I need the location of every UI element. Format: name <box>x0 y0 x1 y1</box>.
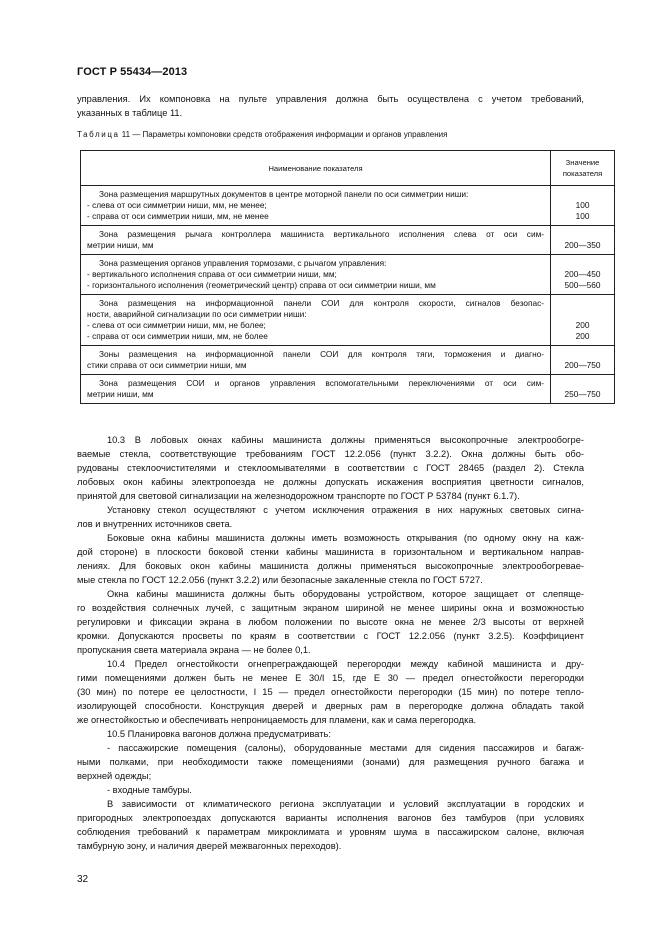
text-line: 10.3 В лобовых окнах кабины машиниста должны применяться высокопрочные электрообогре- <box>107 435 584 445</box>
table-caption-text: 11 — Параметры компоновки средств отображения информации и органов управления <box>119 130 448 139</box>
parameter-value-cell <box>551 346 615 375</box>
parameter-name-line: - слева от оси симметрии ниши, мм, не менее; <box>87 200 267 210</box>
text-line: лениях. Для боковых окон кабины машиниста должны применяться высокопрочные электрообогревае- <box>77 561 584 571</box>
table-header-name: Наименование показателя <box>81 151 551 186</box>
parameter-value: 500—560 <box>564 280 601 290</box>
parameter-value: 200 <box>575 331 590 341</box>
text-line: Установку стекол осуществляют с учетом исключения отражения в них наружных световых сигна- <box>107 505 584 515</box>
paragraph-climate-region <box>77 797 584 853</box>
text-line: принятой для световой сигнализации на железнодорожном транспорте по ГОСТ Р 53784 (пункт 6.1.7). <box>77 491 520 501</box>
text-line: го воздействия солнечных лучей, с защитным экраном шириной не менее ширины окна и возможностью <box>77 603 584 613</box>
table-row <box>81 295 615 346</box>
text-line: верхней одежды; <box>77 771 152 781</box>
text-line: ваемые стекла, соответствующие требованиям ГОСТ 12.2.056 (пункт 3.2.2). Окна должны быть обо- <box>77 449 584 459</box>
parameter-name-cell <box>81 375 551 404</box>
table-row <box>81 255 615 295</box>
parameter-name-line: Зона размещения на информационной панели СОИ для контроля скорости, сигналов безопас- <box>99 298 545 308</box>
text-line: изолирующей способности. Конструкция дверей и дверных рам в перегородке должна обладать такой <box>77 701 584 711</box>
text-line: лов и внутренних источников света. <box>77 519 233 529</box>
parameter-value: 250—750 <box>564 389 601 399</box>
parameter-name-line: ности, аварийной сигнализации по оси симметрии ниши: <box>87 309 307 319</box>
parameter-value: 100 <box>575 211 590 221</box>
parameter-value-cell <box>551 186 615 226</box>
parameters-table <box>80 150 615 404</box>
paragraph-sun-screen <box>77 587 584 657</box>
paragraph-10-4 <box>77 657 584 727</box>
paragraph-glass-installation <box>77 503 584 531</box>
paragraph-10-3 <box>77 433 584 503</box>
page-number: 32 <box>77 874 89 885</box>
text-line: 10.5 Планировка вагонов должна предусматривать: <box>107 729 331 739</box>
table-row <box>81 375 615 404</box>
text-line: пригородных электропоездах допускаются варианты исполнения вагонов без тамбуров (при условиях <box>77 813 584 823</box>
parameter-name-line: стики справа от оси симметрии ниши, мм <box>87 360 247 370</box>
table-caption-prefix: Таблица <box>77 130 120 139</box>
text-line: же огнестойкостью и обеспечивать непроницаемость для пламени, как и сама перегородка. <box>77 715 477 725</box>
parameter-name-cell <box>81 226 551 255</box>
text-line: ными полками, при необходимости также помещениями (зонами) для размещения ручного багажа и <box>77 757 584 767</box>
parameter-name-line: - справа от оси симметрии ниши, мм, не менее <box>87 211 269 221</box>
parameter-name-line: метрии ниши, мм <box>87 389 154 399</box>
parameter-name-line: - горизонтального исполнения (геометрический центр) справа от оси симметрии ниши, мм <box>87 280 436 290</box>
text-line: пропускания света материала экрана — не более 0,1. <box>77 645 311 655</box>
text-line: дой стороне) в плоскости боковой стенки кабины машиниста в горизонтальном и вертикальном направ- <box>77 547 584 557</box>
text-line: соблюдения требований к параметрам микроклимата и уровням шума в пассажирском салоне, включая <box>77 827 584 837</box>
table-row <box>81 186 615 226</box>
text-line: лобовых окон кабины электропоезда не должны допускать искажения восприятия цветности сигналов, <box>77 477 584 487</box>
text-line: тамбурную зону, и наличия дверей межвагонных переходов). <box>77 841 342 851</box>
parameter-value: 200—750 <box>564 360 601 370</box>
parameter-name-line: Зона размещения СОИ и органов управления вспомогательными переключениями от оси сим- <box>99 378 545 388</box>
text-line: Боковые окна кабины машиниста должны иметь возможность открывания (по одному окну на каж- <box>107 533 584 543</box>
parameter-name-line: Зона размещения органов управления тормозами, с рычагом управления: <box>99 258 387 268</box>
table-row <box>81 226 615 255</box>
parameter-name-line: Зоны размещения на информационной панели СОИ для контроля тяги, торможения и диагно- <box>99 349 545 359</box>
parameter-value: 200—450 <box>564 269 601 279</box>
list-item-vestibules <box>77 783 584 797</box>
parameter-name-cell <box>81 346 551 375</box>
text-line: управления. Их компоновка на пульте управления должна быть осуществлена с учетом требований, <box>77 94 584 104</box>
text-line: мые стекла по ГОСТ 12.2.056 (пункт 3.2.2) или безопасные закаленные стекла по ГОСТ 5727. <box>77 575 483 585</box>
parameter-value-cell <box>551 255 615 295</box>
paragraph-10-5 <box>77 727 584 741</box>
parameter-value: 200—350 <box>564 240 601 250</box>
parameter-value: 100 <box>575 200 590 210</box>
intro-paragraph <box>77 92 584 120</box>
parameter-name-line: - вертикального исполнения справа от оси симметрии ниши, мм; <box>87 269 337 279</box>
text-line: В зависимости от климатического региона эксплуатации и условий эксплуатации в городских и <box>107 799 584 809</box>
table-caption <box>77 130 447 139</box>
parameter-name-cell <box>81 255 551 295</box>
table-header-value: Значение показателя <box>551 151 615 186</box>
parameter-name-cell <box>81 295 551 346</box>
text-line: указанных в таблице 11. <box>77 108 183 118</box>
parameter-value-cell <box>551 375 615 404</box>
text-line: - входные тамбуры. <box>107 785 192 795</box>
text-line: гими помещениями должен быть не менее Е 30/I 15, где Е 30 — предел огнестойкости перегородки <box>77 673 584 683</box>
document-header: ГОСТ Р 55434—2013 <box>77 66 188 78</box>
parameter-name-line: - справа от оси симметрии ниши, мм, не более <box>87 331 268 341</box>
text-line: регулировки и фиксации экрана в любом положении по высоте окна не менее 2/3 высоты от верхней <box>77 617 584 627</box>
parameter-value-cell <box>551 295 615 346</box>
paragraph-side-windows <box>77 531 584 587</box>
text-line: 10.4 Предел огнестойкости огнепреграждающей перегородки между кабиной машиниста и дру- <box>107 659 584 669</box>
parameter-name-line: Зона размещения маршрутных документов в центре моторной панели по оси симметрии ниши: <box>99 189 469 199</box>
parameter-value-cell <box>551 226 615 255</box>
parameter-name-line: метрии ниши, мм <box>87 240 154 250</box>
parameter-value: 200 <box>575 320 590 330</box>
text-line: - пассажирские помещения (салоны), оборудованные местами для сидения пассажиров и багаж- <box>107 743 584 753</box>
text-line: Окна кабины машиниста должны быть оборудованы устройством, которое защищает от слепяще- <box>107 589 584 599</box>
table-row <box>81 346 615 375</box>
parameter-name-line: - слева от оси симметрии ниши, мм, не более; <box>87 320 266 330</box>
parameter-name-cell <box>81 186 551 226</box>
text-line: кромки. Допускаются просветы по краям в соответствии с ГОСТ 12.2.056 (пункт 3.2.5). Коэффициент <box>77 631 584 641</box>
text-line: рудованы стеклоочистителями и стеклоомывателями в соответствии с ГОСТ 28465 (раздел 2). Стекла <box>77 463 584 473</box>
text-line: (30 мин) по потере ее целостности, I 15 — предел огнестойкости перегородки (15 мин) по потере тепло- <box>77 687 584 697</box>
parameter-name-line: Зона размещения рычага контроллера машиниста вертикального исполнения слева от оси сим- <box>99 229 545 239</box>
list-item-passenger-rooms <box>77 741 584 783</box>
